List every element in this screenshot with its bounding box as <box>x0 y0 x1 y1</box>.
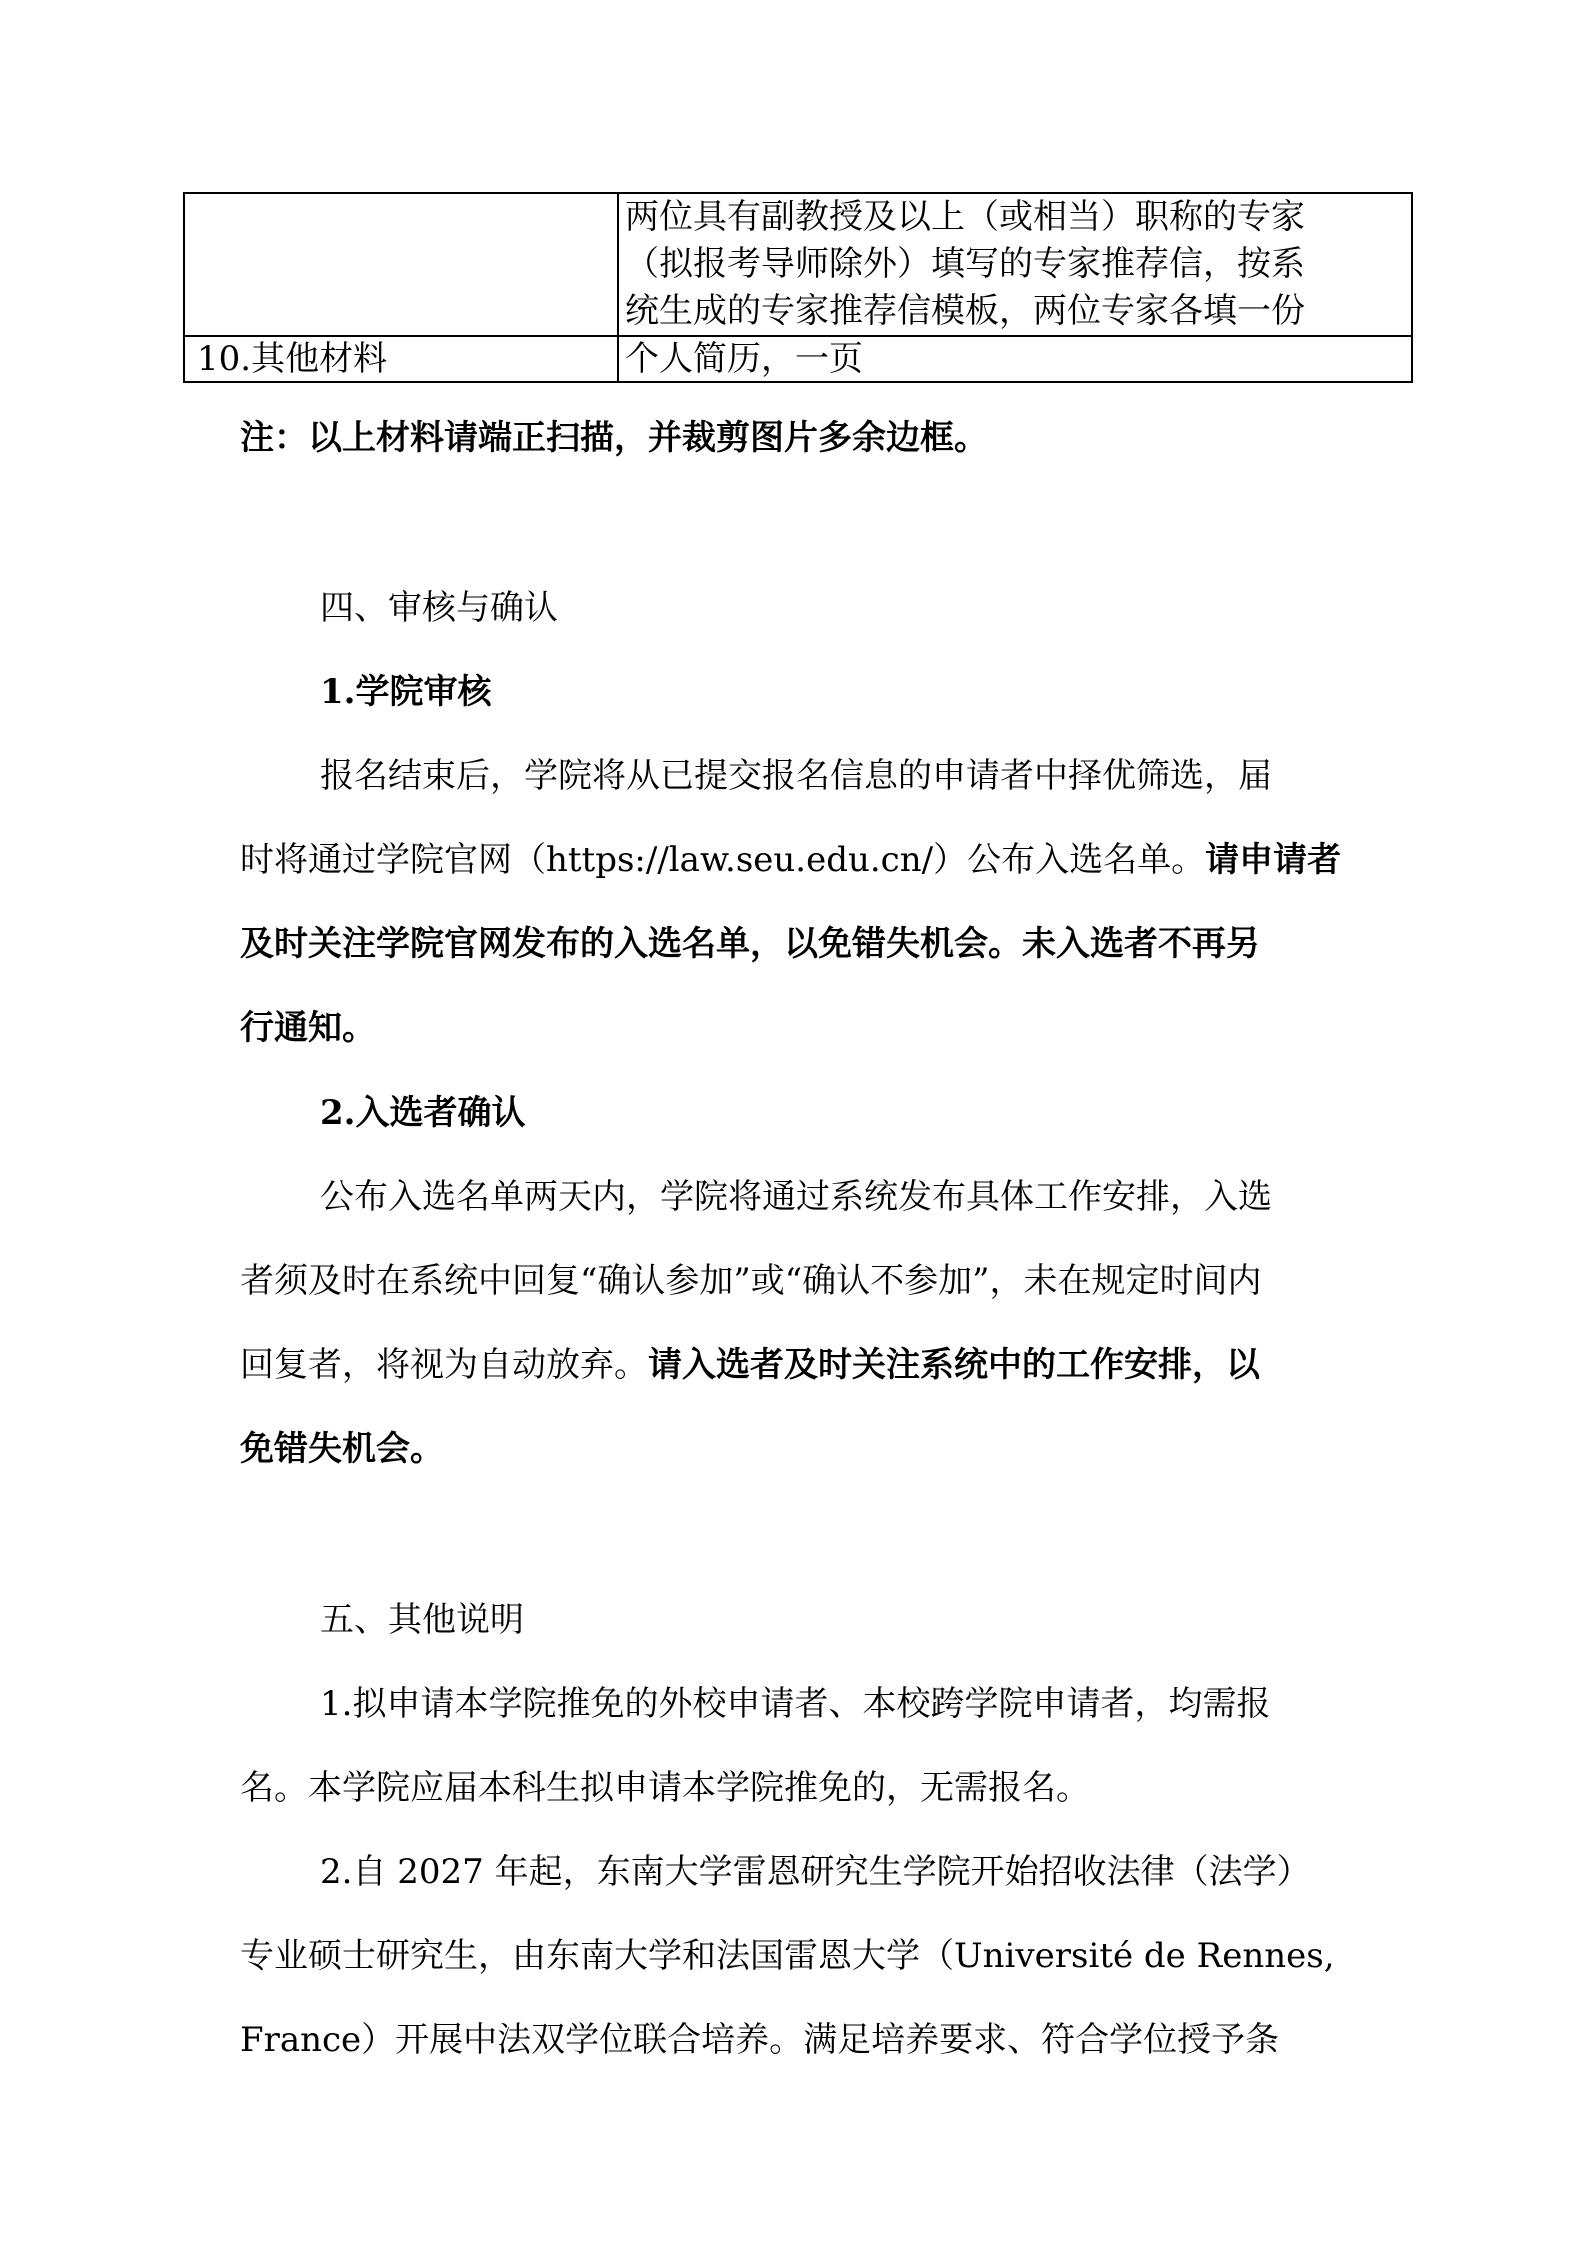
paragraph-line: France）开展中法双学位联合培养。满足培养要求、符合学位授予条 <box>240 2020 1280 2060</box>
paragraph-line <box>240 832 1360 881</box>
table-cell-content <box>618 336 1412 382</box>
text-normal: 公布入选名单两天内，学院将通过系统发布具体工作安排，入选 <box>320 1177 1272 1217</box>
table-cell-line: 两位具有副教授及以上（或相当）职称的专家 <box>625 197 1305 237</box>
text-bold: 行通知。 <box>240 1008 376 1048</box>
section-heading: 五、其他说明 <box>320 1600 524 1640</box>
paragraph-line: 专业硕士研究生，由东南大学和法国雷恩大学（Université de Rennes, <box>240 1936 1335 1976</box>
text-normal: 者须及时在系统中回复“确认参加”或“确认不参加”，未在规定时间内 <box>240 1261 1262 1301</box>
table-row <box>184 193 1412 336</box>
table-row <box>184 336 1412 382</box>
paragraph-line <box>240 1253 1360 1302</box>
materials-table <box>183 192 1413 383</box>
subsection-heading: 2.入选者确认 <box>320 1093 526 1133</box>
paragraph-line <box>240 1337 1360 1386</box>
paragraph-line: 1.拟申请本学院推免的外校申请者、本校跨学院申请者，均需报 <box>320 1684 1271 1724</box>
text-bold: 免错失机会。 <box>240 1429 444 1469</box>
paragraph-line <box>320 748 1440 797</box>
table-cell-line: （拟报考导师除外）填写的专家推荐信，按系 <box>625 244 1305 284</box>
paragraph-line: 名。本学院应届本科生拟申请本学院推免的，无需报名。 <box>240 1768 1090 1808</box>
text-normal: 报名结束后，学院将从已提交报名信息的申请者中择优筛选，届 <box>320 756 1272 796</box>
table-cell-label: 10.其他材料 <box>184 336 618 382</box>
text-bold: 请申请者 <box>1205 840 1342 880</box>
paragraph-line <box>240 1000 1360 1049</box>
table-cell-line: 统生成的专家推荐信模板，两位专家各填一份 <box>625 291 1305 331</box>
text-bold: 及时关注学院官网发布的入选名单，以免错失机会。未入选者不再另 <box>240 924 1260 964</box>
paragraph-line <box>240 916 1360 965</box>
table-cell-line: 个人简历，一页 <box>625 339 863 379</box>
table-cell-label <box>184 193 618 336</box>
table-cell-content <box>618 193 1412 336</box>
paragraph-line <box>240 1421 1360 1470</box>
paragraph-line: 2.自 2027 年起，东南大学雷恩研究生学院开始招收法律（法学） <box>320 1852 1311 1892</box>
section-heading: 四、审核与确认 <box>320 588 558 628</box>
paragraph-line <box>320 1169 1440 1218</box>
text-normal: 时将通过学院官网（https://law.seu.edu.cn/）公布入选名单。 <box>240 840 1206 880</box>
text-bold: 请入选者及时关注系统中的工作安排，以 <box>648 1345 1260 1385</box>
subsection-heading: 1.学院审核 <box>320 672 492 712</box>
text-normal: 回复者，将视为自动放弃。 <box>240 1345 648 1385</box>
materials-note: 注：以上材料请端正扫描，并裁剪图片多余边框。 <box>240 418 988 458</box>
